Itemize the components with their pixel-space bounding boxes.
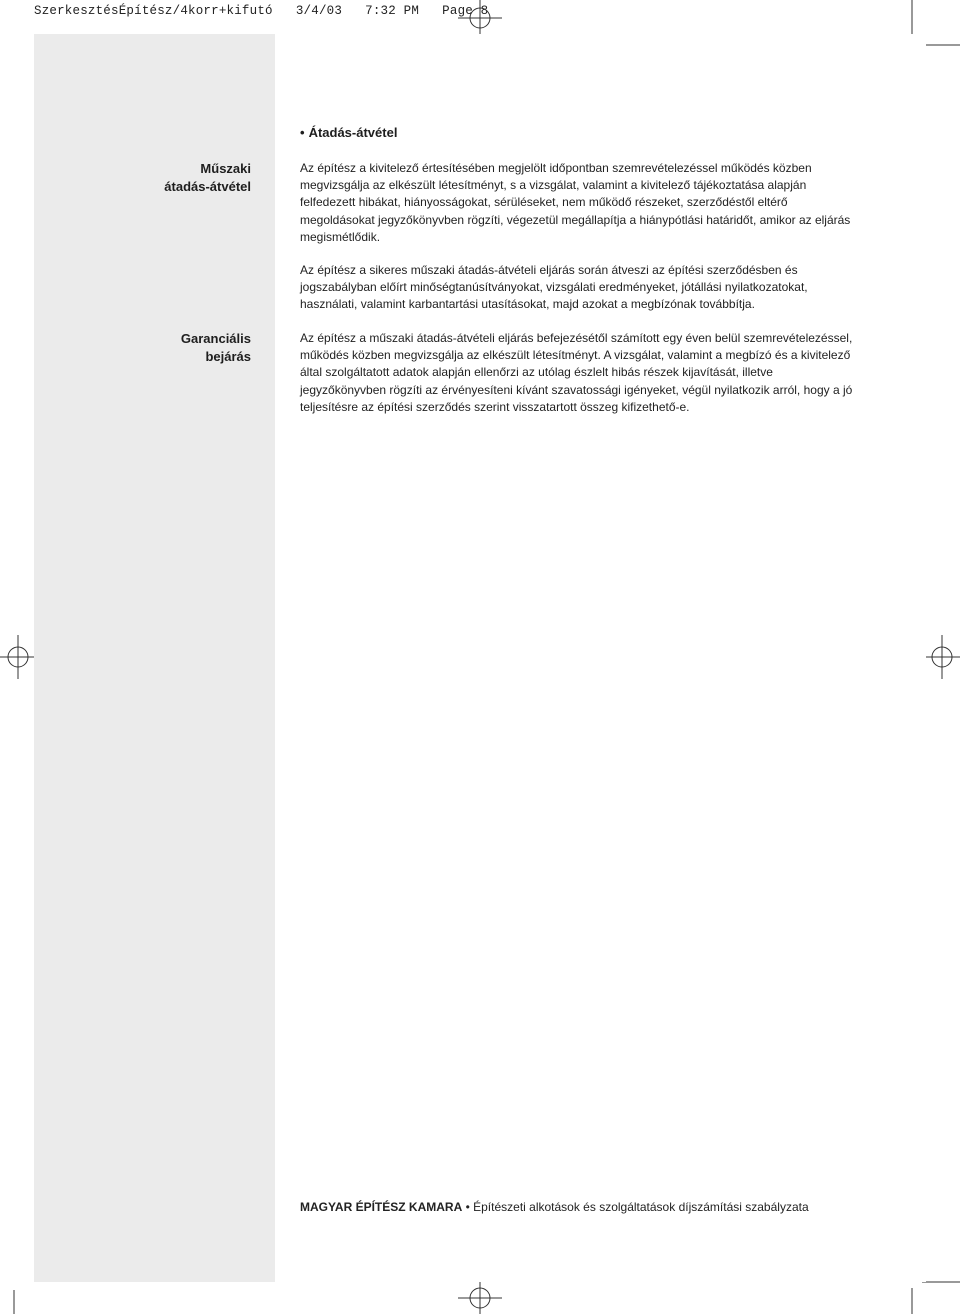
paragraph-warranty: Az építész a műszaki átadás-átvételi eljárás befejezésétől számított egy éven belül szemrevételezéssel, működés közben megvizsgálja az elkészült létesítményt. A vizsgálat, valamint a megbízó és a kivitelező által szolgáltatott adatok alapján ellenőrzi az utólag észlelt hibás részek kijavítását, illetve jegyzőkönyvben rögzíti az érvényesíteni kívánt szavatossági igényeket, végül nyilatkozik arról, hogy a jó teljesítésre az építési szerződés szerint visszatartott összeg kifizethető-e. bbox=[300, 331, 853, 414]
sidebar-heading-line: Műszaki bbox=[200, 161, 251, 176]
footer-text bbox=[300, 1200, 809, 1214]
registration-mark-right bbox=[922, 635, 960, 679]
paragraph-documents: Az építész a sikeres műszaki átadás-átvételi eljárás során átveszi az építési szerződésben és jogszabályban előírt minőségtanúsítványokat, vizsgálati eredményeket, jótállási nyilatkozatokat, használati, valamint karbantartási utasításokat, majd azokat a megbízónak továbbítja. bbox=[300, 263, 808, 312]
footer-title: Építészeti alkotások és szolgáltatások díjszámítási szabályzata bbox=[473, 1200, 809, 1214]
sidebar-heading-line: bejárás bbox=[205, 349, 251, 364]
sidebar-heading-line: átadás-átvétel bbox=[164, 179, 251, 194]
registration-mark-top bbox=[458, 0, 502, 36]
section-title-text: Átadás-átvétel bbox=[308, 125, 398, 140]
sidebar-heading-muszaki bbox=[34, 160, 275, 196]
footer-separator: • bbox=[465, 1200, 470, 1214]
gray-sidebar bbox=[34, 34, 275, 1282]
bullet: • bbox=[300, 125, 305, 140]
registration-mark-bottom bbox=[458, 1282, 502, 1314]
section-title bbox=[300, 125, 397, 140]
registration-mark-left bbox=[0, 635, 36, 679]
footer-organization: MAGYAR ÉPÍTÉSZ KAMARA bbox=[300, 1200, 463, 1214]
sidebar-heading-line: Garanciális bbox=[180, 331, 251, 346]
document-page bbox=[34, 34, 926, 1282]
paragraph-inspection: Az építész a kivitelező értesítésében megjelölt időpontban szemrevételezéssel működés közben megvizsgálja az elkészült létesítményt, s a vizsgálat, valamint a kivitelező tájékoztatása alapján felfedezett hibákat, hiányosságokat, sérüléseket, nem működő részeket, szerződéstől eltérő megoldásokat jegyzőkönyvben rögzíti, végezetül megállapítja a hiánypótlási határidőt, amikor az eljárás megismétlődik. bbox=[300, 161, 851, 244]
sidebar-heading-garancialis bbox=[34, 330, 275, 366]
print-slug-line: SzerkesztésÉpítész/4korr+kifutó 3/4/03 7:32 PM Page 8 bbox=[34, 4, 489, 18]
